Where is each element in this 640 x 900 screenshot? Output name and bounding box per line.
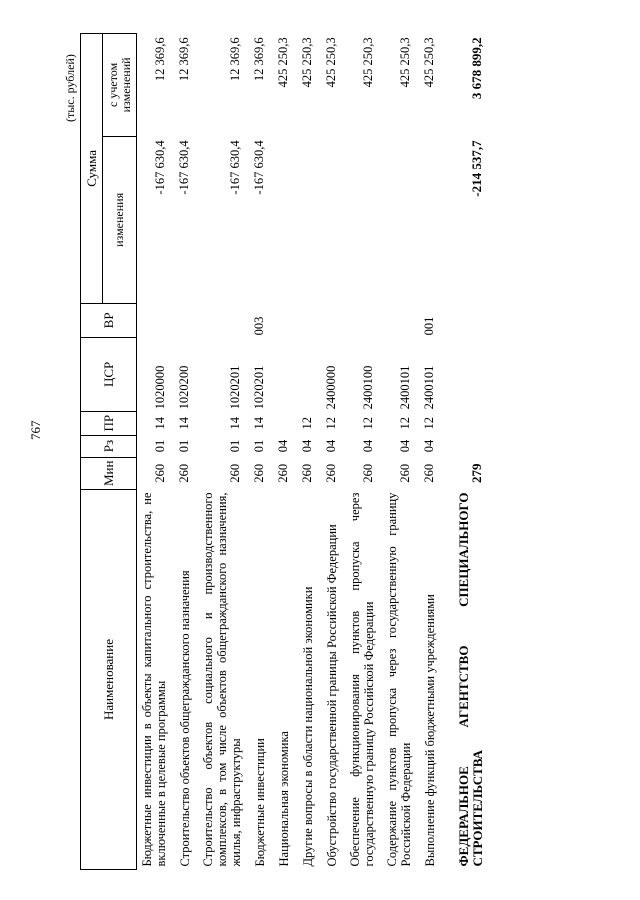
cell-pr: 12 xyxy=(324,416,338,430)
cell-name: Другие вопросы в области национальной экономики xyxy=(301,586,315,867)
header-min: Мин xyxy=(81,457,137,489)
cell-vr: 003 xyxy=(252,316,266,336)
table-row xyxy=(137,33,175,869)
cell-total: 425 250,3 xyxy=(398,37,412,88)
header-vr: ВР xyxy=(81,303,137,337)
cell-vr xyxy=(198,303,249,337)
header-csr: ЦСР xyxy=(81,337,137,411)
cell-pr: 12 xyxy=(361,416,375,430)
cell-rz: 01 xyxy=(252,439,266,453)
cell-total: 425 250,3 xyxy=(361,37,375,88)
cell-total: 425 250,3 xyxy=(276,37,290,88)
unit-note: (тыс. рублей) xyxy=(63,54,77,122)
table-row xyxy=(297,33,321,869)
cell-pr: 12 xyxy=(422,416,436,430)
cell-pr: 14 xyxy=(228,416,242,430)
cell-csr: 2400100 xyxy=(361,365,375,410)
table-row xyxy=(321,33,345,869)
cell-vr xyxy=(321,303,345,337)
cell-rz: 04 xyxy=(422,439,436,453)
header-change: изменения xyxy=(103,136,137,303)
total-name: ФЕДЕРАЛЬНОЕ АГЕНТСТВО СПЕЦИАЛЬНОГО СТРОИТЕЛЬСТВА xyxy=(456,492,485,867)
cell-name: Обустройство государственной границы Российской Федерации xyxy=(325,524,339,867)
cell-csr: 1020200 xyxy=(177,365,191,410)
cell-change xyxy=(297,136,321,303)
cell-vr: 001 xyxy=(422,316,436,336)
cell-rz: 01 xyxy=(177,439,191,453)
cell-pr: 14 xyxy=(177,416,191,430)
cell-csr: 2400101 xyxy=(398,365,412,410)
total-total: 3 678 899,2 xyxy=(469,37,484,100)
cell-min: 260 xyxy=(300,463,314,483)
cell-change xyxy=(321,136,345,303)
cell-name: Бюджетные инвестиции xyxy=(253,738,267,867)
cell-name: Строительство объектов общегражданского назначения xyxy=(178,570,192,867)
total-change: -214 537,7 xyxy=(469,140,484,197)
cell-total: 12 369,6 xyxy=(177,37,191,82)
header-name: Наименование xyxy=(81,490,137,870)
cell-min: 260 xyxy=(361,463,375,483)
cell-vr xyxy=(345,303,382,337)
cell-change: -167 630,4 xyxy=(153,140,167,195)
cell-name: Обеспечение функционирования пунктов пропуска через государственную границу Российской Федерации xyxy=(348,492,376,867)
cell-vr xyxy=(174,303,198,337)
cell-csr xyxy=(273,337,297,411)
cell-min: 260 xyxy=(228,463,242,483)
cell-csr: 1020000 xyxy=(153,365,167,410)
cell-min: 260 xyxy=(177,463,191,483)
table-row xyxy=(419,33,443,869)
cell-change xyxy=(419,136,443,303)
cell-name: Строительство объектов социального и производственного комплексов, в том числе объектов общегражданского назначения, жилья, инфраструктуры xyxy=(201,492,243,867)
cell-change xyxy=(345,136,382,303)
cell-total: 12 369,6 xyxy=(228,37,242,82)
page-number: 767 xyxy=(28,420,43,440)
cell-csr: 2400000 xyxy=(324,365,338,410)
cell-vr xyxy=(382,303,419,337)
cell-pr: 14 xyxy=(252,416,266,430)
cell-csr: 1020201 xyxy=(252,365,266,410)
table-row xyxy=(249,33,273,869)
total-row xyxy=(443,33,491,869)
cell-csr xyxy=(297,337,321,411)
cell-name: Содержание пунктов пропуска через государственную границу Российской Федерации xyxy=(385,492,413,867)
cell-pr: 12 xyxy=(398,416,412,430)
table-row xyxy=(273,33,297,869)
cell-rz: 04 xyxy=(398,439,412,453)
cell-min: 260 xyxy=(422,463,436,483)
cell-min: 260 xyxy=(252,463,266,483)
cell-min: 260 xyxy=(398,463,412,483)
table-row xyxy=(174,33,198,869)
total-spacer xyxy=(443,303,491,457)
cell-min: 260 xyxy=(324,463,338,483)
cell-name: Бюджетные инвестиции в объекты капитального строительства, не включенные в целевые программы xyxy=(140,492,168,867)
header-with-change: с учетом изменений xyxy=(103,33,137,136)
cell-rz: 01 xyxy=(153,439,167,453)
cell-rz: 04 xyxy=(361,439,375,453)
cell-total: 12 369,6 xyxy=(252,37,266,82)
cell-total: 425 250,3 xyxy=(422,37,436,88)
table-row xyxy=(345,33,382,869)
cell-change xyxy=(273,136,297,303)
cell-name: Национальная экономика xyxy=(277,731,291,867)
cell-rz: 04 xyxy=(300,439,314,453)
cell-change: -167 630,4 xyxy=(228,140,242,195)
cell-rz: 04 xyxy=(276,439,290,453)
cell-name: Выполнение функций бюджетными учреждениями xyxy=(423,594,437,867)
cell-csr: 2400101 xyxy=(422,365,436,410)
total-min: 279 xyxy=(469,463,484,484)
cell-vr xyxy=(137,303,175,337)
cell-change: -167 630,4 xyxy=(177,140,191,195)
cell-min: 260 xyxy=(276,463,290,483)
header-sum: Сумма xyxy=(81,33,103,303)
header-pr: ПР xyxy=(81,411,137,435)
cell-total: 425 250,3 xyxy=(300,37,314,88)
cell-pr xyxy=(273,411,297,435)
budget-table xyxy=(80,33,491,870)
cell-vr xyxy=(273,303,297,337)
cell-change xyxy=(382,136,419,303)
cell-pr: 12 xyxy=(300,416,314,430)
table-row xyxy=(198,33,249,869)
cell-total: 425 250,3 xyxy=(324,37,338,88)
cell-min: 260 xyxy=(153,463,167,483)
cell-total: 12 369,6 xyxy=(153,37,167,82)
cell-change: -167 630,4 xyxy=(252,140,266,195)
header-rz: Рз xyxy=(81,435,137,457)
cell-csr: 1020201 xyxy=(228,365,242,410)
cell-vr xyxy=(297,303,321,337)
cell-rz: 04 xyxy=(324,439,338,453)
cell-rz: 01 xyxy=(228,439,242,453)
cell-pr: 14 xyxy=(153,416,167,430)
table-row xyxy=(382,33,419,869)
